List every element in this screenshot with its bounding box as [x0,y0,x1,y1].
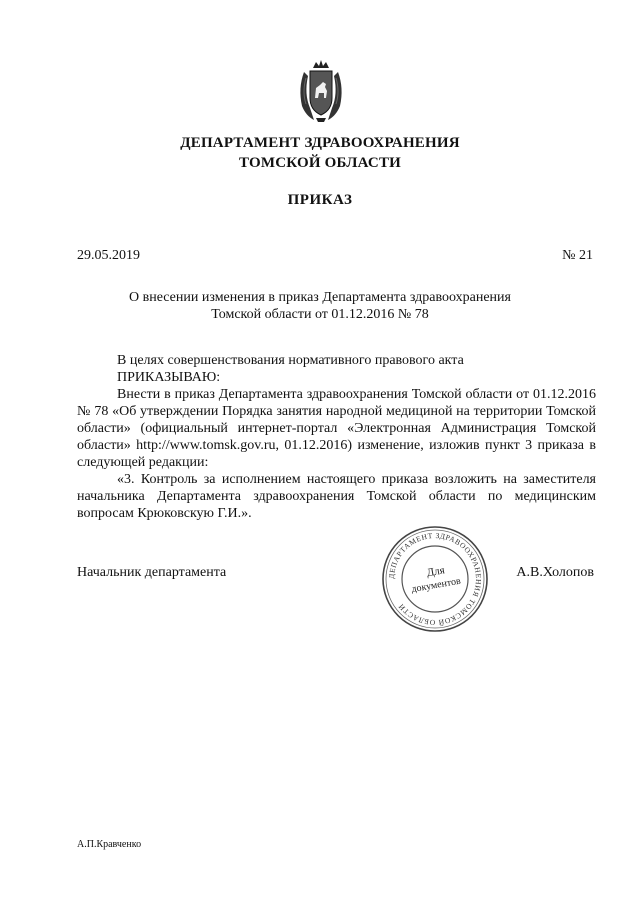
stamp-outer-text: ДЕПАРТАМЕНТ ЗДРАВООХРАНЕНИЯ ТОМСКОЙ ОБЛАСТИ [386,530,484,628]
document-type-title: ПРИКАЗ [287,192,353,208]
department-name-line2: ТОМСКОЙ ОБЛАСТИ [238,155,402,171]
order-number: № 21 [562,248,593,263]
body-paragraph-preamble: В целях совершенствования нормативного правового акта [117,353,464,368]
stamp-seal [380,524,490,634]
body-paragraph-order-word: ПРИКАЗЫВАЮ: [117,370,221,385]
body-paragraph-amendment: Внести в приказ Департамента здравоохранения Томской области от 01.12.2016 № 78 «Об утверждении Порядка занятия народной медициной на территории Томской области» (официальный интернет-портал «Электронная Администрация Томской области» http://www.tomsk.gov.ru, 01.12.2016) изменение, изложив пункт 3 приказа в следующей редакции: [77,387,596,470]
order-body [77,352,596,522]
signatory-role: Начальник департамента [77,565,227,580]
coat-of-arms-icon [296,58,346,124]
stamp-inner-line2: документов [410,575,462,596]
order-date: 29.05.2019 [77,248,140,263]
body-paragraph-new-clause: «3. Контроль за исполнением настоящего приказа возложить на заместителя начальника Департамента здравоохранения Томской области по медицинским вопросам Крюковскую Г.И.». [77,472,596,521]
subject-line1: О внесении изменения в приказ Департамента здравоохранения [129,290,511,305]
signatory-name: А.В.Холопов [516,565,594,580]
order-subject [0,289,640,323]
subject-line2: Томской области от 01.12.2016 № 78 [211,307,429,322]
executor-name: А.П.Кравченко [77,839,142,850]
stamp-inner-line1: Для [425,564,446,580]
department-name-line1: ДЕПАРТАМЕНТ ЗДРАВООХРАНЕНИЯ [180,135,460,151]
